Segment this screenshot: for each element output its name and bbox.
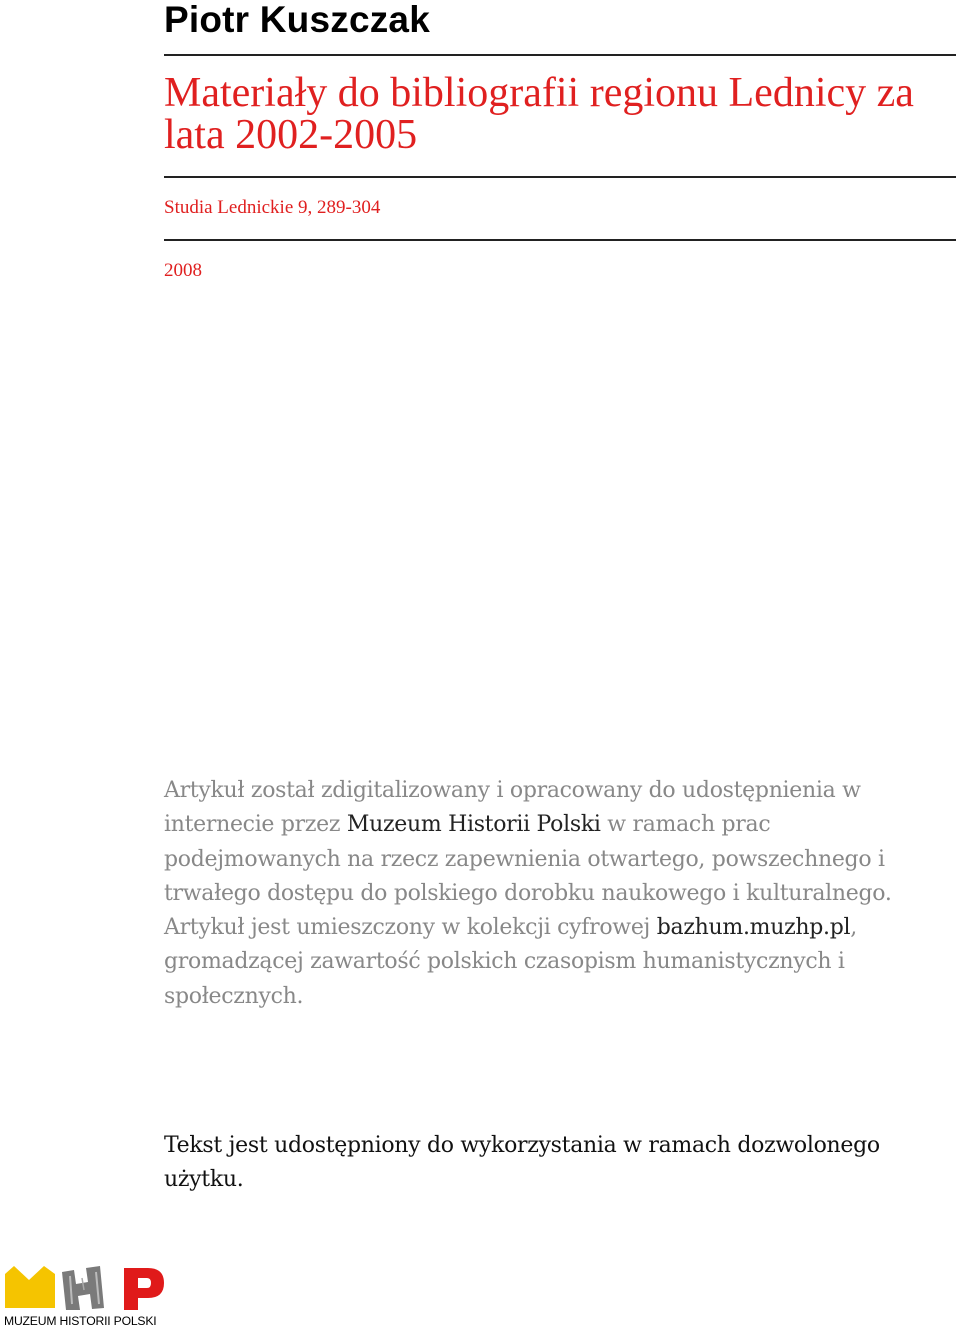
- notice-text-3: , gromadzącej zawartość polskich czasopism humanistycznych i społecznych.: [164, 915, 857, 1009]
- logo-caption: MUZEUM HISTORII POLSKI: [4, 1314, 157, 1328]
- author-name: Piotr Kuszczak: [164, 0, 430, 40]
- divider-middle: [164, 176, 956, 178]
- muzeum-historii-polski-logo-icon: [4, 1264, 166, 1314]
- divider-top: [164, 54, 956, 56]
- article-title: Materiały do bibliografii regionu Lednicy za lata 2002-2005: [164, 70, 914, 158]
- divider-bottom: [164, 239, 956, 241]
- license-notice: Tekst jest udostępniony do wykorzystania w ramach dozwolonego użytku.: [164, 1133, 880, 1192]
- citation: Studia Lednickie 9, 289-304: [164, 197, 381, 218]
- museum-name: Muzeum Historii Polski: [346, 812, 601, 838]
- publication-year: 2008: [164, 260, 202, 281]
- digitization-notice: [164, 774, 924, 1014]
- museum-logo: [4, 1264, 166, 1331]
- notice-text-2: w ramach prac podejmowanych na rzecz zapewnienia otwartego, powszechnego i trwałego dostępu do polskiego dorobku naukowego i kulturalnego. Artykuł jest umieszczony w kolekcji cyfrowej: [164, 812, 892, 941]
- collection-link[interactable]: bazhum.muzhp.pl: [656, 915, 851, 941]
- notice-text-1: Artykuł został zdigitalizowany i opracowany do udostępnienia w internecie przez: [164, 778, 861, 838]
